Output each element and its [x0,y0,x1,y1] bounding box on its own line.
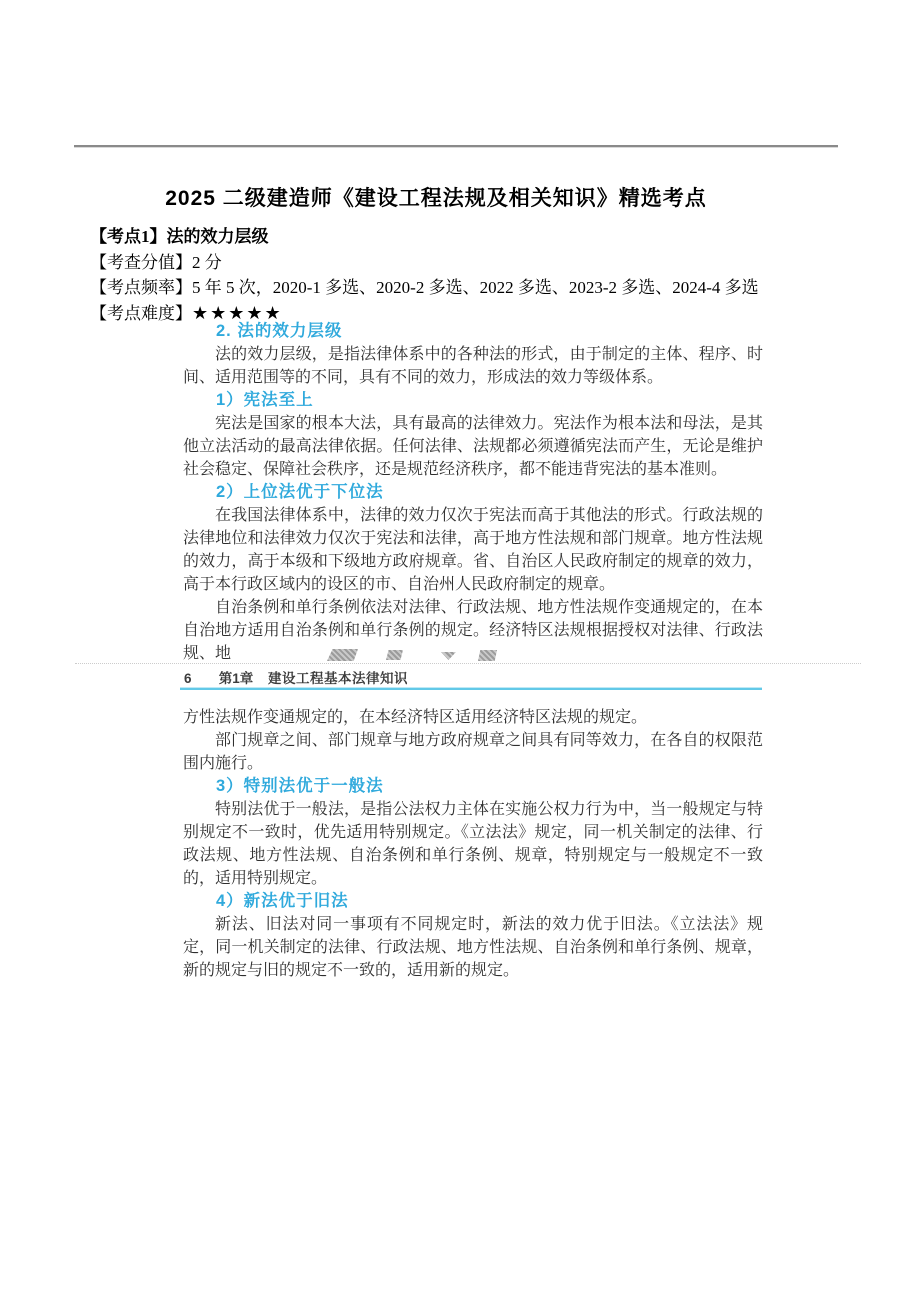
meta-label: 【考点频率】 [90,278,192,297]
exam-point-meta [90,224,850,326]
meta-label: 【考查分值】 [90,252,192,272]
book-page-header [184,667,764,687]
scan-smudge-artifact [386,650,403,660]
meta-value: 法的效力层级 [166,227,269,246]
scan-paragraph: 特别法优于一般法，是指公法权力主体在实施公权力行为中，当一般规定与特别规定不一致时，优先适用特别规定。《立法法》规定，同一机关制定的法律、行政法规、地方性法规、自治条例和单行条例、规章，特别规定与一般规定不一致的，适用特别规定。 [183,801,763,887]
meta-line-point [90,224,850,250]
scan-heading-constitution-supreme: 1）宪法至上 [216,391,314,409]
scan-smudge-artifact [478,650,497,661]
meta-line-frequency [90,275,850,301]
scan-paragraph: 部门规章之间、部门规章与地方政府规章之间具有同等效力，在各自的权限范围内施行。 [183,732,763,772]
scan-heading-special-law: 3）特别法优于一般法 [216,777,384,795]
scan-paragraph: 在我国法律体系中，法律的效力仅次于宪法而高于其他法的形式。行政法规的法律地位和法律效力仅次于宪法和法律，高于地方性法规和部门规章。地方性法规的效力，高于本级和下级地方政府规章。省、自治区人民政府制定的规章的效力，高于本行政区域内的设区的市、自治州人民政府制定的规章。 [183,507,763,593]
scan-paragraph: 法的效力层级，是指法律体系中的各种法的形式，由于制定的主体、程序、时间、适用范围等的不同，具有不同的效力，形成法的效力等级体系。 [183,346,763,386]
scan-heading-effect-hierarchy: 2. 法的效力层级 [216,322,343,340]
scan-paragraph-continuation: 方性法规作变通规定的，在本经济特区适用经济特区法规的规定。 [183,709,648,726]
difficulty-stars: ★★★★★ [192,302,283,323]
page-break-dotted-line [75,663,861,664]
scan-heading-higher-law: 2）上位法优于下位法 [216,483,384,501]
meta-label: 【考点1】 [90,227,167,246]
header-separator-line [74,145,838,148]
meta-line-score [90,250,850,276]
scan-paragraph: 新法、旧法对同一事项有不同规定时，新法的效力优于旧法。《立法法》规定，同一机关制定的法律、行政法规、地方性法规、自治条例和单行条例、规章，新的规定与旧的规定不一致的，适用新的规定。 [183,916,763,979]
chapter-header-rule [180,688,762,690]
meta-label: 【考点难度】 [90,303,192,323]
scan-heading-new-law: 4）新法优于旧法 [216,892,349,910]
meta-value: 5 年 5 次，2020-1 多选、2020-2 多选、2022 多选、2023-2 多选、2024-4 多选 [192,278,759,297]
book-page-number: 6 [184,671,192,686]
chapter-title: 建设工程基本法律知识 [268,671,409,686]
chapter-label: 第1章 [218,671,254,686]
scan-paragraph: 自治条例和单行条例依法对法律、行政法规、地方性法规作变通规定的，在本自治地方适用自治条例和单行条例的规定。经济特区法规根据授权对法律、行政法规、地 [183,599,763,662]
page-title: 2025 二级建造师《建设工程法规及相关知识》精选考点 [165,187,707,210]
scan-paragraph: 宪法是国家的根本大法，具有最高的法律效力。宪法作为根本法和母法，是其他立法活动的最高法律依据。任何法律、法规都必须遵循宪法而产生，无论是维护社会稳定、保障社会秩序，还是规范经济秩序，都不能违背宪法的基本准则。 [183,415,763,478]
meta-value: 2 分 [192,252,222,272]
